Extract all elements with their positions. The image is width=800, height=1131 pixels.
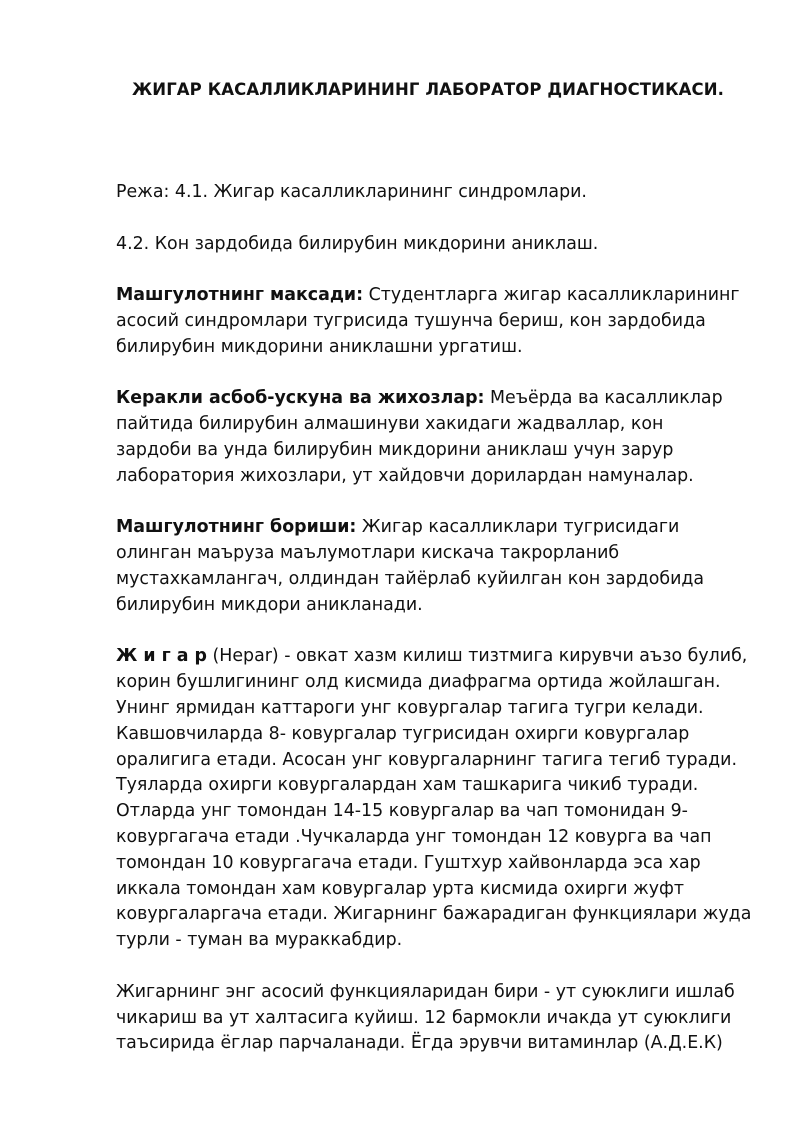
goal-paragraph: Машгулотнинг максади: Студентларга жигар касалликларининг асосий синдромлари тугрисида тушунча бериш, кон зардобида билирубин микдорини аниклашни ургатиш.: [116, 285, 740, 357]
plan-item-1: Режа: 4.1. Жигар касалликларининг синдромлари.: [116, 182, 587, 202]
liver-paragraph: Ж и г а р (Hepar) - овкат хазм килиш тизтмига кирувчи аъзо булиб, корин бушлигининг олд кисмида диафрагма ортида жойлашган. Унинг ярмидан каттароги унг ковургалар тагига тугри келади. Кавшовчиларда 8- ковургалар тугрисидан охирги ковургалар оралигига етади. Асосан унг ковургаларнинг тагига тегиб туради. Туяларда охирги ковургалардан хам ташкарига чикиб туради. Отларда унг томондан 14-15 ковургалар ва чап томонидан 9- ковургагача етади .Чучкаларда унг томондан 12 ковурга ва чап томондан 10 ковургагача етади. Гуштхур хайвонларда эса хар иккала томондан хам ковургалар урта кисмида охирги жуфт ковургаларгача етади. Жигарнинг бажарадиган функциялари жуда турли - туман ва мураккабдир.: [116, 646, 752, 951]
page-title: ЖИГАР КАСАЛЛИКЛАРИНИНГ ЛАБОРАТОР ДИАГНОСТИКАСИ.: [131, 80, 725, 99]
plan-item-2: 4.2. Кон зардобида билирубин микдорини аниклаш.: [116, 233, 599, 254]
procedure-paragraph: Машгулотнинг бориши: Жигар касалликлари тугрисидаги олинган маъруза маълумотлари кискача такрорланиб мустахкамлангач, олдиндан тайёрлаб куйилган кон зардобида билирубин микдори аникланади.: [116, 517, 705, 615]
document-body: [116, 180, 752, 1083]
liver-label: Ж и г а р: [116, 646, 207, 667]
goal-label: Машгулотнинг максади:: [116, 285, 364, 306]
functions-paragraph: Жигарнинг энг асосий функцияларидан бири - ут суюклиги ишлаб чикариш ва ут халтасига куйиш. 12 бармокли ичакда ут суюклиги таъсирида ёглар парчаланади. Ёгда эрувчи витаминлар (А.Д.Е.К): [116, 981, 735, 1054]
equipment-paragraph: Керакли асбоб-ускуна ва жихозлар: Меъёрда ва касалликлар пайтида билирубин алмашинуви хакидаги жадваллар, кон зардоби ва унда билирубин микдорини аниклаш учун зарур лаборатория жихозлари, ут хайдовчи дорилардан намуналар.: [116, 388, 723, 486]
equipment-label: Керакли асбоб-ускуна ва жихозлар:: [116, 388, 485, 409]
procedure-label: Машгулотнинг бориши:: [116, 517, 357, 538]
